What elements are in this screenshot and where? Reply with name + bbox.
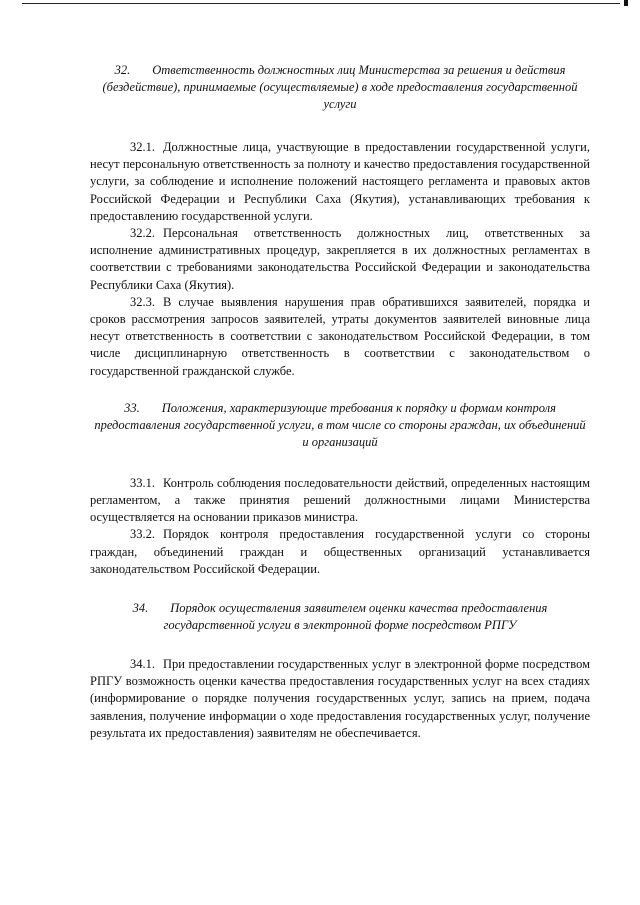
section-34-body <box>90 656 590 742</box>
paragraph-32-2 <box>90 225 590 294</box>
document-page <box>90 62 590 742</box>
paragraph-number: 32.3. <box>130 294 155 309</box>
corner-scan-mark <box>624 0 628 6</box>
section-number: 32. <box>114 63 131 77</box>
section-number: 33. <box>124 400 140 415</box>
paragraph-text: В случае выявления нарушения прав обратившихся заявителей, порядка и сроков рассмотрения запросов заявителей, утраты документов заявителей виновные лица несут ответственность в соответствии с законодательством Российской Федерации, в том числе дисциплинарную ответственность в соответствии с законодательством о государственной гражданской службе. <box>90 294 590 378</box>
paragraph-32-1 <box>90 139 590 225</box>
paragraph-text: Порядок контроля предоставления государственной услуги со стороны граждан, объединений граждан и общественных организаций устанавливается законодательством Российской Федерации. <box>90 527 590 576</box>
paragraph-number: 34.1. <box>130 657 155 672</box>
section-title: Порядок осуществления заявителем оценки качества предоставления государственной услуги в электронной форме посредством РПГУ <box>163 601 548 633</box>
section-34-heading <box>90 600 590 634</box>
paragraph-text: При предоставлении государственных услуг в электронной форме посредством РПГУ возможность оценки качества предоставления государственных услуг на всех стадиях (информирование о порядке получения государственных услуг, запись на прием, подача заявления, получение информации о ходе предоставления государственных услуг, получение результата их предоставления) заявителям не обеспечивается. <box>90 657 590 740</box>
paragraph-number: 33.1. <box>130 475 155 490</box>
paragraph-number: 33.2. <box>130 527 155 542</box>
section-32-body <box>90 139 590 380</box>
paragraph-33-1 <box>90 475 590 527</box>
paragraph-number: 32.1. <box>130 140 155 154</box>
paragraph-text: Должностные лица, участвующие в предоставлении государственной услуги, несут персональную ответственность за полноту и качество предоставления государственной услуги, за соблюдение и исполнение положений настоящего регламента и правовых актов Российской Федерации и Республики Саха (Якутия), устанавливающих требования к предоставлению государственной услуги. <box>90 140 590 223</box>
paragraph-number: 32.2. <box>130 226 155 241</box>
section-number: 34. <box>132 601 149 616</box>
paragraph-text: Контроль соблюдения последовательности действий, определенных настоящим регламентом, а также принятия решений должностными лицами Министерства осуществляется на основании приказов министра. <box>90 475 590 525</box>
top-scan-line <box>22 3 620 4</box>
section-32-heading <box>90 62 590 113</box>
section-title: Положения, характеризующие требования к порядку и формам контроля предоставления государственной услуги, в том числе со стороны граждан, их объединений и организаций <box>94 400 586 449</box>
paragraph-32-3 <box>90 294 590 380</box>
paragraph-text: Персональная ответственность должностных лиц, ответственных за исполнение административных процедур, закрепляется в их должностных регламентах в соответствии с требованиями законодательства Российской Федерации и законодательства Республики Саха (Якутия). <box>90 226 590 292</box>
section-33-body <box>90 475 590 578</box>
paragraph-33-2 <box>90 526 590 578</box>
section-33-heading <box>90 400 590 451</box>
paragraph-34-1 <box>90 656 590 742</box>
section-title: Ответственность должностных лиц Министерства за решения и действия (бездействие), принимаемые (осуществляемые) в ходе предоставления государственной услуги <box>102 63 578 111</box>
